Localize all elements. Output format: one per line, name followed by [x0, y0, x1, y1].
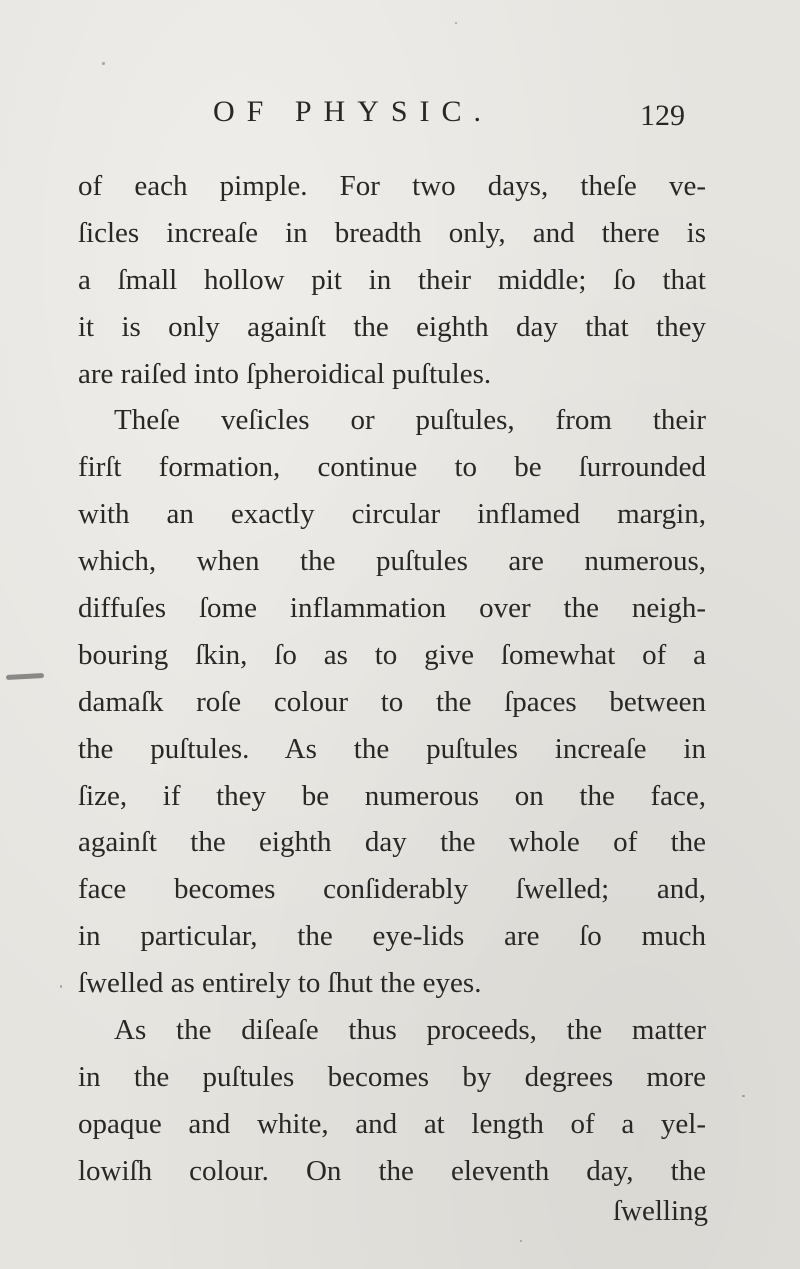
- running-title: OF PHYSIC.: [213, 95, 494, 128]
- paper-speck: [60, 985, 62, 988]
- text-line: opaque and white, and at length of a yel-: [78, 1107, 706, 1140]
- paper-speck: [742, 1095, 745, 1097]
- text-line: firſt formation, continue to be ſurrounded: [78, 451, 706, 484]
- text-line: As the diſeaſe thus proceeds, the matter: [114, 1014, 706, 1047]
- text-line: in particular, the eye-lids are ſo much: [78, 920, 706, 953]
- text-line: the puſtules. As the puſtules increaſe in: [78, 732, 706, 765]
- text-line: with an exactly circular inflamed margin,: [78, 498, 706, 531]
- text-line: damaſk roſe colour to the ſpaces between: [78, 685, 706, 718]
- text-line: ſize, if they be numerous on the face,: [78, 779, 706, 812]
- text-line: lowiſh colour. On the eleventh day, the: [78, 1154, 706, 1187]
- text-line: in the puſtules becomes by degrees more: [78, 1060, 706, 1093]
- text-line: are raiſed into ſpheroidical puſtules.: [78, 357, 492, 390]
- text-line: ſwelled as entirely to ſhut the eyes.: [78, 967, 482, 1000]
- catchword: ſwelling: [612, 1195, 708, 1227]
- text-line: it is only againſt the eighth day that they: [78, 310, 706, 343]
- text-line: ſicles increaſe in breadth only, and there is: [78, 216, 706, 249]
- text-line: diffuſes ſome inflammation over the neigh-: [78, 592, 706, 625]
- margin-mark: [6, 673, 44, 680]
- page-number: 129: [640, 99, 685, 132]
- text-line: which, when the puſtules are numerous,: [78, 545, 706, 578]
- paper-speck: [102, 62, 105, 65]
- text-line: againſt the eighth day the whole of the: [78, 826, 706, 859]
- text-line: face becomes conſiderably ſwelled; and,: [78, 873, 706, 906]
- paper-speck: [520, 1240, 522, 1242]
- text-line: Theſe veſicles or puſtules, from their: [114, 404, 706, 437]
- text-line: a ſmall hollow pit in their middle; ſo that: [78, 263, 706, 296]
- body-text: [78, 163, 706, 1195]
- paper-speck: [455, 22, 457, 24]
- text-line: bouring ſkin, ſo as to give ſomewhat of a: [78, 638, 706, 671]
- text-line: of each pimple. For two days, theſe ve-: [78, 170, 706, 202]
